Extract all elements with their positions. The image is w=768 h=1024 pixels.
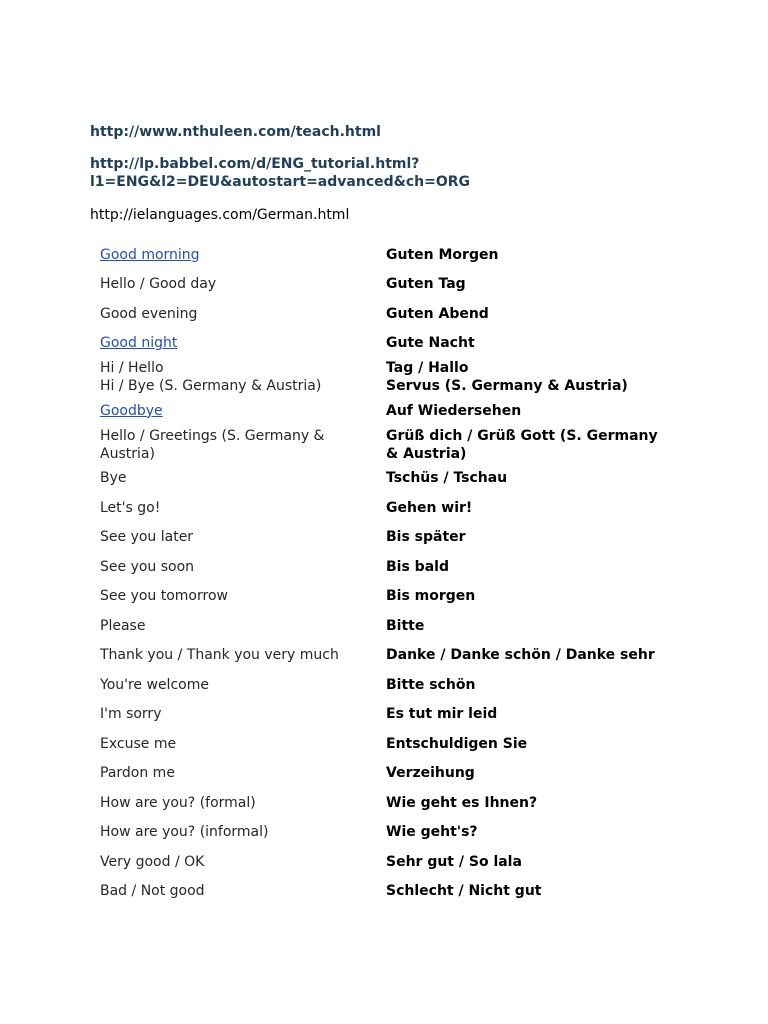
german-phrase-line: Tag / Hallo	[386, 360, 469, 376]
english-phrase-link[interactable]: Good morning	[100, 246, 200, 263]
table-row	[90, 523, 670, 553]
table-row	[90, 641, 670, 671]
table-row	[90, 426, 670, 464]
link-nthuleen[interactable]: http://www.nthuleen.com/teach.html	[90, 124, 381, 140]
german-phrase: Bis morgen	[386, 588, 476, 605]
phrase-table	[90, 240, 670, 906]
english-phrase-line: Hi / Bye (S. Germany & Austria)	[100, 378, 322, 394]
english-phrase-link[interactable]: Goodbye	[100, 402, 163, 419]
table-row	[90, 493, 670, 523]
english-phrase	[90, 329, 376, 359]
table-row	[90, 818, 670, 848]
english-phrase: See you soon	[100, 558, 195, 575]
german-phrase-line: Servus (S. Germany & Austria)	[386, 378, 628, 394]
table-row	[90, 611, 670, 641]
german-phrase: Gehen wir!	[386, 499, 473, 516]
table-row	[90, 240, 670, 270]
english-phrase: I'm sorry	[100, 706, 162, 723]
english-phrase: Thank you / Thank you very much	[100, 647, 339, 664]
english-phrase: Pardon me	[100, 765, 175, 782]
german-phrase: Wie geht's?	[386, 824, 478, 841]
german-phrase: Grüß dich / Grüß Gott (S. Germany & Austria)	[386, 427, 658, 462]
english-phrase-link[interactable]: Good night	[100, 335, 178, 352]
english-phrase: Hello / Good day	[100, 276, 217, 293]
english-phrase: Very good / OK	[100, 853, 205, 870]
german-phrase: Guten Abend	[386, 305, 489, 322]
table-row	[90, 329, 670, 359]
table-row	[90, 582, 670, 612]
german-phrase: Gute Nacht	[386, 335, 475, 352]
english-phrase-line: Hi / Hello	[100, 360, 164, 376]
table-row	[90, 464, 670, 494]
english-phrase	[90, 396, 376, 426]
table-row	[90, 396, 670, 426]
table-row	[90, 847, 670, 877]
english-phrase: Good evening	[100, 305, 198, 322]
english-phrase	[90, 240, 376, 270]
english-phrase: Please	[100, 617, 146, 634]
english-phrase: Bye	[100, 470, 127, 487]
table-row	[90, 358, 670, 396]
english-phrase: Bad / Not good	[100, 883, 205, 900]
german-phrase: Entschuldigen Sie	[386, 735, 528, 752]
english-phrase: Let's go!	[100, 499, 161, 516]
table-row	[90, 552, 670, 582]
table-row	[90, 700, 670, 730]
german-phrase: Auf Wiedersehen	[386, 402, 522, 419]
english-phrase: Hello / Greetings (S. Germany & Austria)	[100, 427, 325, 462]
link-babbel[interactable]: http://lp.babbel.com/d/ENG_tutorial.html?l1=ENG&l2=DEU&autostart=advanced&ch=ORG	[90, 156, 471, 190]
german-phrase: Verzeihung	[386, 765, 475, 782]
german-phrase: Bis später	[386, 529, 466, 546]
german-phrase	[376, 358, 670, 396]
german-phrase: Bitte	[386, 617, 425, 634]
german-phrase: Bitte schön	[386, 676, 476, 693]
english-phrase: How are you? (formal)	[100, 794, 256, 811]
english-phrase	[90, 358, 376, 396]
table-row	[90, 670, 670, 700]
table-row	[90, 729, 670, 759]
english-phrase: See you tomorrow	[100, 588, 228, 605]
link-ielanguages[interactable]: http://ielanguages.com/German.html	[90, 207, 350, 223]
english-phrase: See you later	[100, 529, 194, 546]
table-row	[90, 759, 670, 789]
german-phrase: Es tut mir leid	[386, 706, 498, 723]
table-row	[90, 299, 670, 329]
table-row	[90, 270, 670, 300]
table-row	[90, 877, 670, 907]
english-phrase: How are you? (informal)	[100, 824, 269, 841]
german-phrase: Guten Tag	[386, 276, 466, 293]
german-phrase: Wie geht es Ihnen?	[386, 794, 538, 811]
german-phrase: Tschüs / Tschau	[386, 470, 508, 487]
german-phrase: Sehr gut / So lala	[386, 853, 522, 870]
german-phrase: Guten Morgen	[386, 246, 499, 263]
english-phrase: Excuse me	[100, 735, 177, 752]
table-row	[90, 788, 670, 818]
german-phrase: Bis bald	[386, 558, 449, 575]
german-phrase: Danke / Danke schön / Danke sehr	[386, 647, 655, 664]
german-phrase: Schlecht / Nicht gut	[386, 883, 542, 900]
english-phrase: You're welcome	[100, 676, 209, 693]
